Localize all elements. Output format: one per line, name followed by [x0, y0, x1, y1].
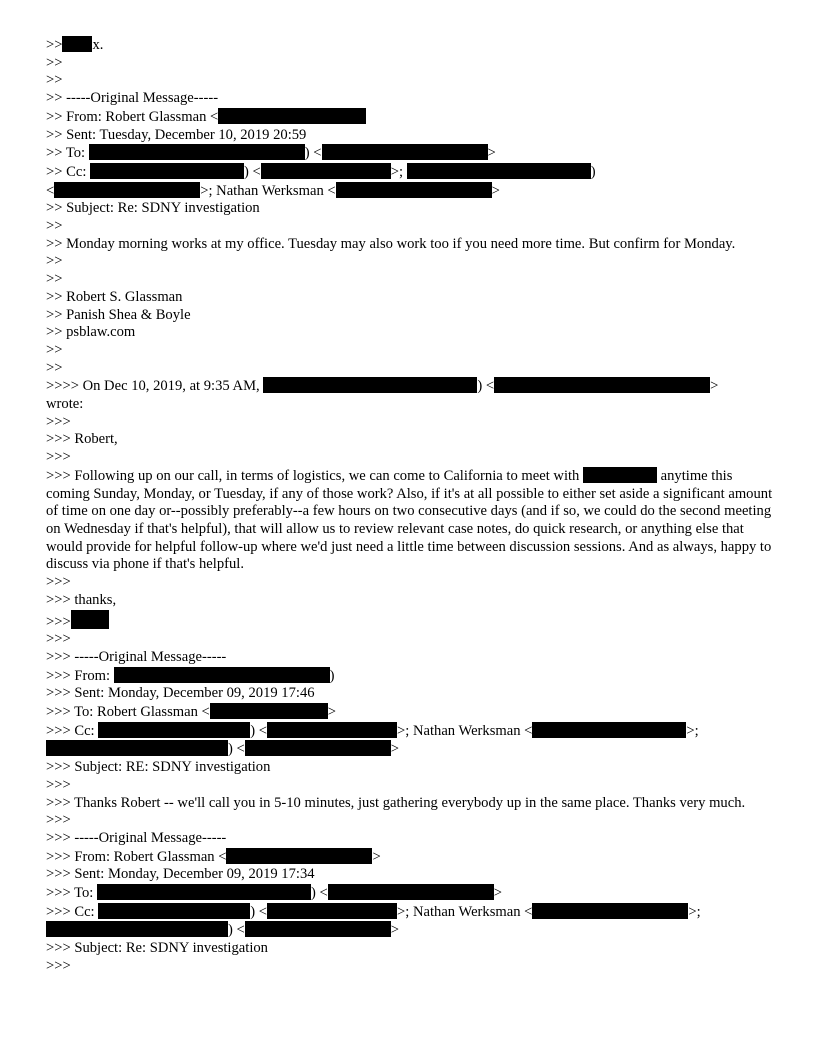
sent-line: >> Sent: Tuesday, December 10, 2019 20:59: [46, 126, 307, 143]
quote-line: >>: [46, 359, 63, 376]
quote-line: >>: [46, 54, 63, 71]
wrote-text: wrote:: [46, 396, 84, 413]
redaction: [90, 163, 244, 179]
to-line: >>> To: ) < >: [46, 885, 502, 902]
redaction: [114, 667, 330, 683]
email-document: [46, 36, 778, 976]
quote-line: >>: [46, 253, 63, 270]
signature-firm: >> Panish Shea & Boyle: [46, 306, 191, 323]
cc-line-continued: < >; Nathan Werksman < >: [46, 182, 500, 199]
cc-line: >>> Cc: ) < >; Nathan Werksman < >;: [46, 722, 699, 739]
from-line: >>> From: ): [46, 667, 335, 684]
redaction: [226, 848, 372, 864]
message-body: >>> Thanks Robert -- we'll call you in 5-10 minutes, just gathering everybody up in the same place. Thanks very much.: [46, 794, 746, 811]
quote-line: >>>: [46, 957, 71, 974]
redaction: [89, 144, 305, 160]
redaction: [218, 108, 366, 124]
cc-line: >>> Cc: ) < >; Nathan Werksman < >;: [46, 903, 701, 920]
redaction: [210, 703, 328, 719]
quote-line: >>>: [46, 413, 71, 430]
redaction: [245, 921, 391, 937]
quote-line: >>>: [46, 449, 71, 466]
closing: >>> thanks,: [46, 591, 117, 608]
quote-line: >>>: [46, 812, 71, 829]
quote-line: >>>: [46, 574, 71, 591]
redaction: [322, 144, 488, 160]
quote-line: >>>: [46, 631, 71, 648]
subject-line: >>> Subject: RE: SDNY investigation: [46, 759, 271, 776]
original-message-divider: >>> -----Original Message-----: [46, 648, 227, 665]
redaction: [336, 182, 492, 198]
redaction: [583, 467, 657, 483]
to-line: >>> To: Robert Glassman < >: [46, 704, 337, 721]
message-body: >> Monday morning works at my office. Tuesday may also work too if you need more time. But confirm for Monday.: [46, 235, 736, 252]
to-line: >> To: ) < >: [46, 145, 496, 162]
redaction: [46, 921, 228, 937]
greeting: >>> Robert,: [46, 431, 118, 448]
redaction: [532, 722, 686, 738]
quote-line: >>: [46, 271, 63, 288]
signature-website: >> psblaw.com: [46, 324, 136, 341]
quote-line: >>: [46, 72, 63, 89]
quote-line: >>>: [46, 776, 71, 793]
cc-line-continued: ) < >: [46, 740, 778, 759]
from-line: >> From: Robert Glassman <: [46, 108, 778, 127]
cc-line-continued: ) < >: [46, 921, 778, 940]
message-body: >>> Following up on our call, in terms of logistics, we can come to California to meet with anytime this coming Sunday, Monday, or Tuesday, if any of those work? Also, if it's at all possible to either set aside a significant amount of time on one day or--possibly preferably--a few hours on two consecutive days (and if so, we could do the second meeting on Wednesday if that's helpful), that will allow us to review relevant case notes, do quick research, or anything else that would provide for helpful follow-up where we'd just need a little time between discussion sessions. And as always, happy to discuss via phone if that's helpful.: [46, 467, 776, 573]
redaction: [71, 610, 109, 629]
on-wrote-line: >>>> On Dec 10, 2019, at 9:35 AM, ) < >: [46, 378, 719, 395]
redaction: [532, 903, 688, 919]
redaction: [267, 903, 397, 919]
from-line: >>> From: Robert Glassman < >: [46, 848, 381, 865]
redaction: [62, 36, 92, 52]
redaction: [245, 740, 391, 756]
subject-line: >> Subject: Re: SDNY investigation: [46, 200, 260, 217]
redaction: [98, 722, 250, 738]
redaction: [46, 740, 228, 756]
quote-line: >>: [46, 218, 63, 235]
redaction: [54, 182, 200, 198]
redaction: [494, 377, 710, 393]
redaction: [267, 722, 397, 738]
redaction: [97, 884, 311, 900]
redaction: [98, 903, 250, 919]
redaction: [261, 163, 391, 179]
sent-line: >>> Sent: Monday, December 09, 2019 17:46: [46, 685, 315, 702]
signature-line: >>>: [46, 610, 778, 632]
subject-line: >>> Subject: Re: SDNY investigation: [46, 940, 268, 957]
cc-line: >> Cc: ) < >; ): [46, 163, 596, 180]
redaction: [328, 884, 494, 900]
quote-line: >>: [46, 341, 63, 358]
original-message-divider: >>> -----Original Message-----: [46, 829, 227, 846]
redaction: [407, 163, 591, 179]
sent-line: >>> Sent: Monday, December 09, 2019 17:34: [46, 866, 315, 883]
redaction: [263, 377, 477, 393]
header-line-1: >> x.: [46, 37, 104, 53]
signature-name: >> Robert S. Glassman: [46, 288, 183, 305]
original-message-divider: >> -----Original Message-----: [46, 90, 219, 107]
